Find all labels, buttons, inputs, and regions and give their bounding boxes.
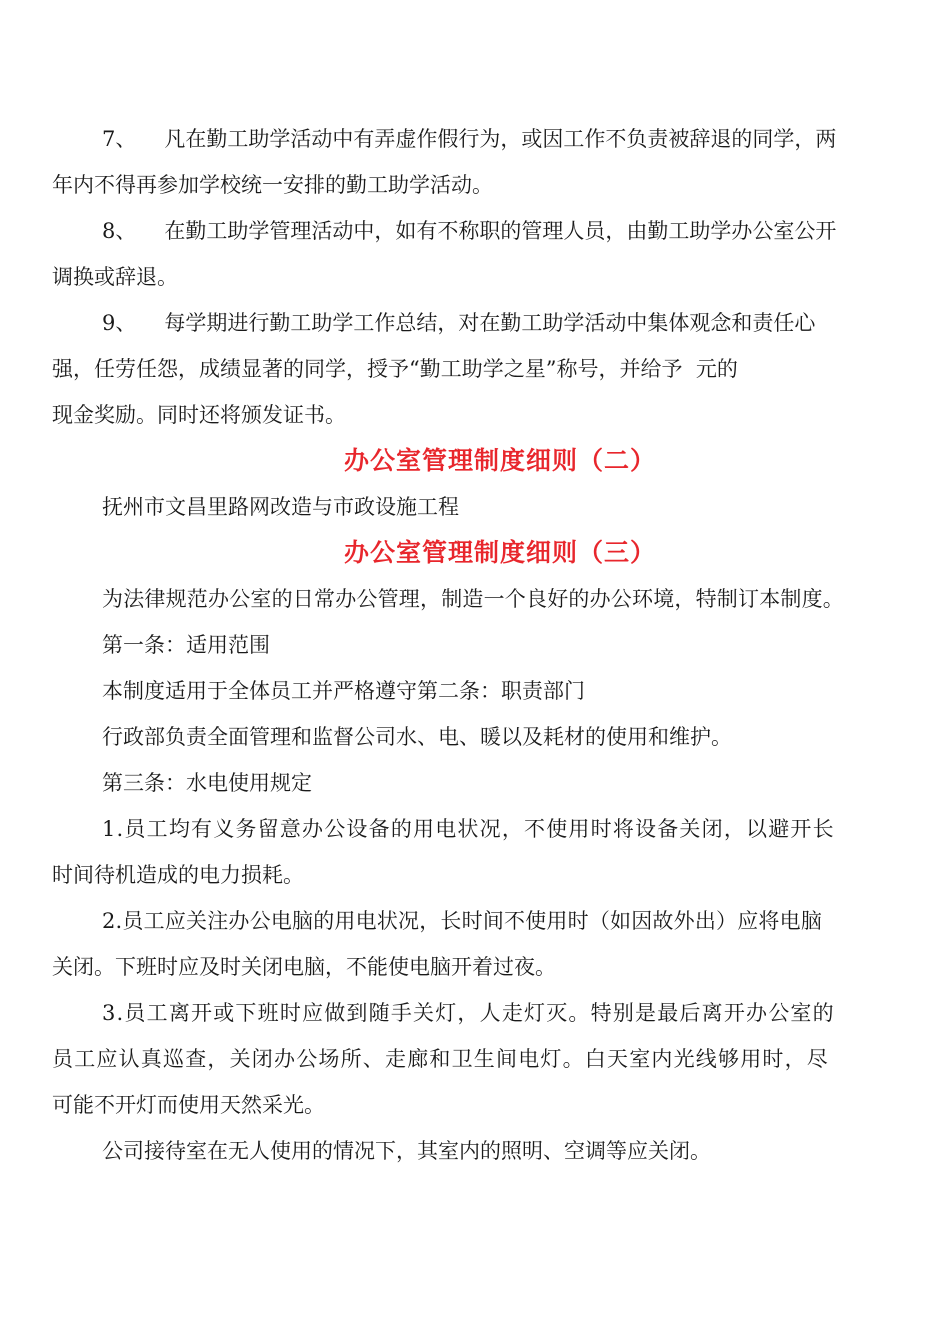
- item-8-line-2: 调换或辞退。: [52, 265, 178, 289]
- item-8-text: 在勤工助学管理活动中，如有不称职的管理人员，由勤工助学办公室公开: [164, 219, 837, 243]
- item-7-number: 7、: [102, 127, 137, 151]
- item-8-number: 8、: [102, 219, 137, 243]
- rule-1-line-1: 1.员工均有义务留意办公设备的用电状况，不使用时将设备关闭，以避开长: [102, 817, 835, 841]
- document-page: [52, 116, 898, 1174]
- item-9-text: 每学期进行勤工助学工作总结，对在勤工助学活动中集体观念和责任心: [164, 311, 816, 335]
- item-9-line-3: 现金奖励。同时还将颁发证书。: [52, 403, 346, 427]
- article-1-heading: 第一条：适用范围: [102, 633, 270, 657]
- item-9-number: 9、: [102, 311, 137, 335]
- item-9-line-2: 强，任劳任怨，成绩显著的同学，授予“勤工助学之星”称号，并给予 元的: [52, 357, 738, 381]
- section-3-title: 办公室管理制度细则（三）: [343, 538, 656, 567]
- closing-paragraph: 公司接待室在无人使用的情况下，其室内的照明、空调等应关闭。: [102, 1139, 711, 1163]
- article-2-body: 行政部负责全面管理和监督公司水、电、暖以及耗材的使用和维护。: [102, 725, 732, 749]
- rule-2-line-1: 2.员工应关注办公电脑的用电状况，长时间不使用时（如因故外出）应将电脑: [102, 909, 823, 933]
- section-2-title: 办公室管理制度细则（二）: [343, 446, 656, 475]
- article-3-heading: 第三条：水电使用规定: [102, 771, 312, 795]
- rule-3-line-1: 3.员工离开或下班时应做到随手关灯，人走灯灭。特别是最后离开办公室的: [102, 1001, 835, 1025]
- article-1-body: 本制度适用于全体员工并严格遵守第二条：职责部门: [102, 679, 585, 703]
- rule-1-line-2: 时间待机造成的电力损耗。: [52, 863, 304, 887]
- item-9-line-1: [52, 300, 898, 346]
- section-2-body: 抚州市文昌里路网改造与市政设施工程: [102, 495, 459, 519]
- section-3-intro: 为法律规范办公室的日常办公管理，制造一个良好的办公环境，特制订本制度。: [102, 587, 844, 611]
- item-7-line-1: [52, 116, 898, 162]
- item-7-text: 凡在勤工助学活动中有弄虚作假行为，或因工作不负责被辞退的同学，两: [164, 127, 837, 151]
- item-7-line-2: 年内不得再参加学校统一安排的勤工助学活动。: [52, 173, 493, 197]
- rule-3-line-3: 可能不开灯而使用天然采光。: [52, 1093, 325, 1117]
- rule-2-line-2: 关闭。下班时应及时关闭电脑，不能使电脑开着过夜。: [52, 955, 556, 979]
- rule-3-line-2: 员工应认真巡查，关闭办公场所、走廊和卫生间电灯。白天室内光线够用时，尽: [52, 1047, 829, 1071]
- item-8-line-1: [52, 208, 898, 254]
